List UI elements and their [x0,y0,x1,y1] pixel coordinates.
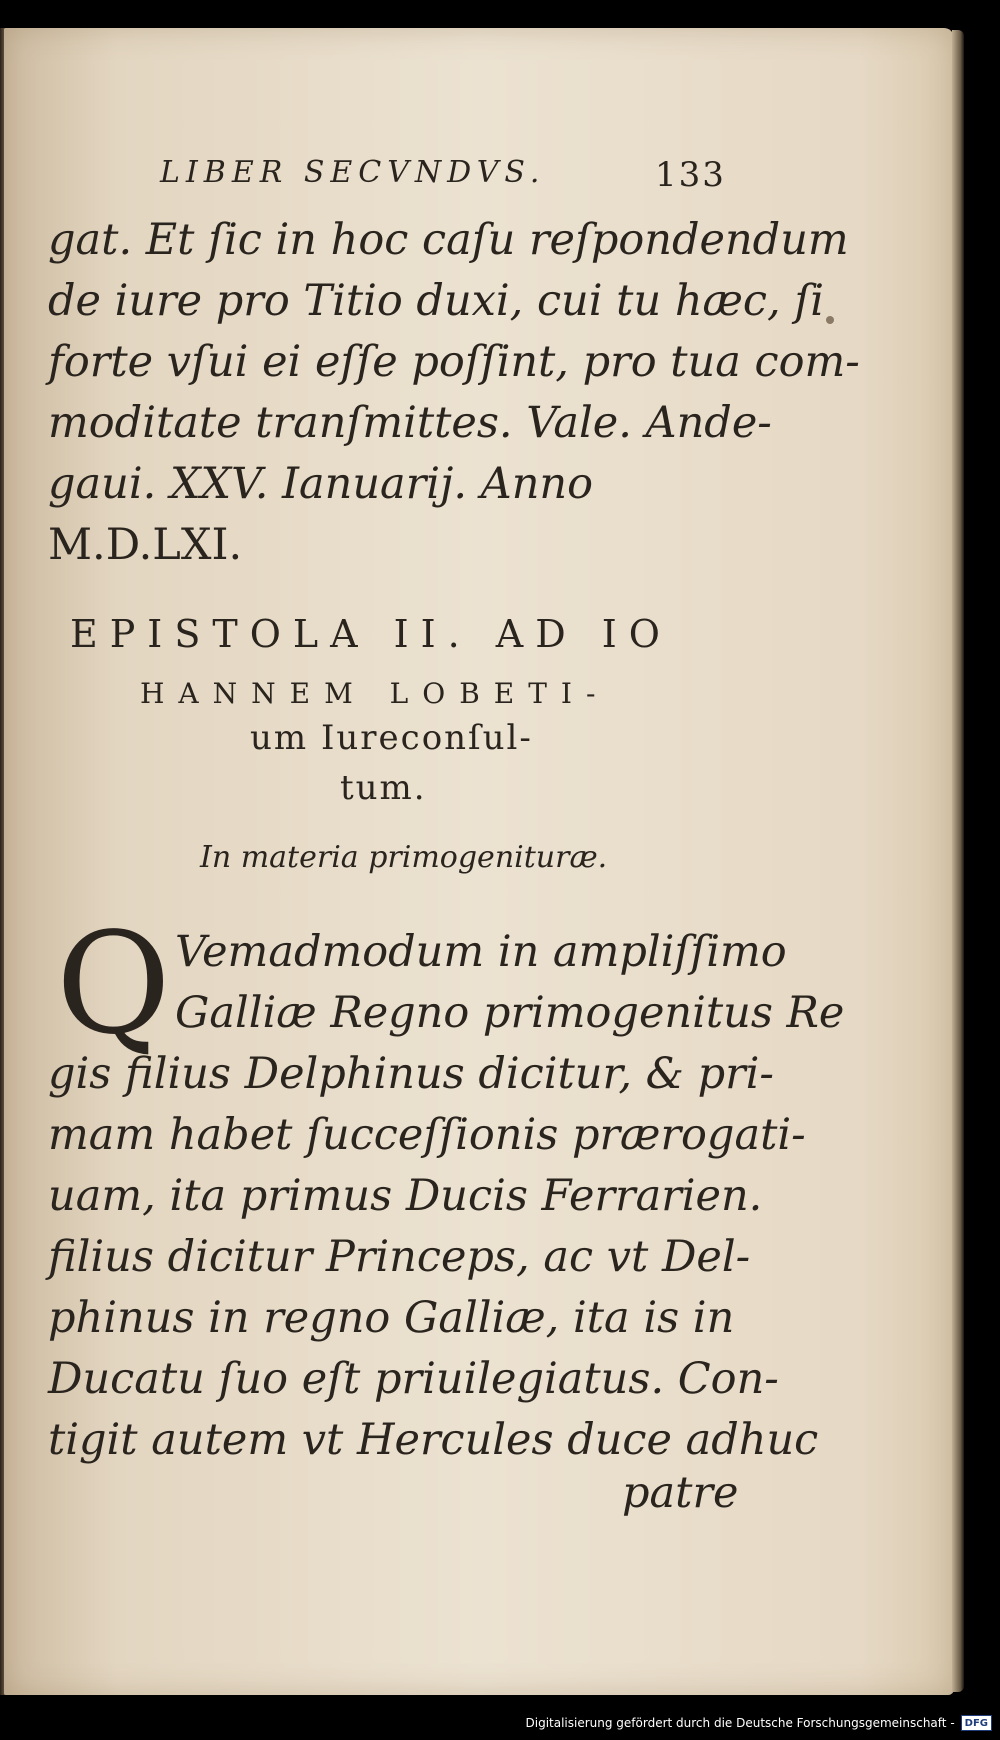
text-line: Galliæ Regno primogenitus Re [175,988,845,1038]
catchword: patre [622,1468,739,1518]
epistle-heading-line-2: HANNEM LOBETI- [140,677,610,710]
text-line: forte vſui ei eſſe poſſint, pro tua com- [48,337,860,387]
text-line: Ducatu ſuo eſt priuilegiatus. Con- [48,1354,779,1404]
text-line: M.D.LXI. [48,520,243,570]
text-line: tigit autem vt Hercules duce adhuc [48,1415,819,1465]
epistle-subtitle: In materia primogenituræ. [200,840,608,875]
text-line: uam, ita primus Ducis Ferrarien. [48,1171,763,1221]
epistle-heading-line-1: EPISTOLA II. AD IO [70,612,672,656]
body-text-bottom [48,1044,819,1471]
text-line: Vemadmodum in ampliſſimo [175,927,787,977]
text-line: gaui. XXV. Ianuarij. Anno [48,459,593,509]
text-line: filius dicitur Princeps, ac vt Del- [48,1232,751,1282]
epistle-heading-line-3: um Iureconſul- [250,718,533,758]
drop-cap: Q [56,903,171,1066]
text-line: moditate tranſmittes. Vale. Ande- [48,398,772,448]
funding-credit [526,1710,993,1736]
epistle-heading-line-4: tum. [340,768,427,808]
funding-credit-text: Digitalisierung gefördert durch die Deutsche Forschungsgemeinschaft - [525,1716,955,1730]
body-text-top [48,210,860,576]
text-line: gis filius Delphinus dicitur, & pri- [48,1049,774,1099]
text-line: mam habet ſucceſſionis prærogati- [48,1110,806,1160]
page-fore-edge [952,30,964,1692]
dfg-logo: DFG [961,1715,992,1731]
page-number: 133 [655,155,726,195]
text-line: de iure pro Titio duxi, cui tu hæc, ſi [48,276,825,326]
running-head: LIBER SECVNDVS. [160,155,546,190]
paper-speck [826,316,834,324]
text-line: phinus in regno Galliæ, ita is in [48,1293,735,1343]
text-line: gat. Et ſic in hoc caſu reſpondendum [48,215,849,265]
body-text-dropcap [175,922,844,1044]
